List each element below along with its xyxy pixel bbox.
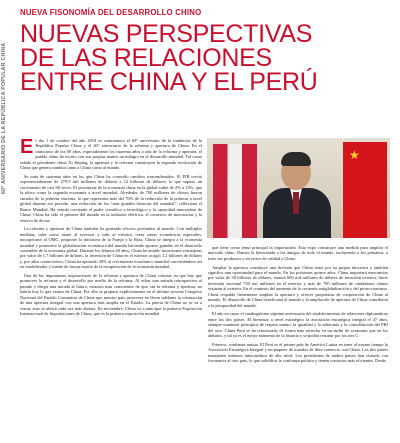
portrait-photo bbox=[207, 138, 390, 238]
headline-line-3: ENTRE CHINA Y EL PERÚ bbox=[20, 68, 318, 96]
article-paragraph: La reforma y apertura de China también ha generado efectos profundos al mundo. Con múltiples medidas, tales como atraer al inversor y salir al exterior, crear zonas económicas especiales, incorporarse al OMC, proponer la iniciativa de la Franja y la Ruta, China se integra a la economía mundial y promueve la globalización económica del mundo haciendo aportes grandes en el desarrollo sostenible de la economía global. Durante los últimos 40 años, China ha atraído inversiones extranjeras por valor de 1,7 billones de dólares, la inversión de China en el exterior acogió 1,2 billones de dólares y, por años consecutivos, China ha aportado 30% al crecimiento económico mundial convirtiéndose así en estabilizador y fuente de fuerza motriz de la recuperación de la economía mundial. bbox=[20, 226, 202, 270]
side-tab bbox=[0, 0, 10, 443]
article-paragraph: Una de las importantes inspiraciones de la reforma y apertura de China consiste en que hay que promover la reforma y el desarrollo por medio de la reforma. Al echar una mirada retrospectiva al pasado y dirigir una mirada al futuro, estamos más conscientes de que, sin la reforma y apertura, no habría hoy lo que vemos de China. Por ello se propuso explícitamente en el décimo noveno Congreso Nacional del Partido Comunista de China que nuestro país persevera en llevar adelante la orientación de una apertura integral con una apertura más amplia en el Estado. La puerta de China no se va a cerrar, sino se abrirá cada vez más abierta. En noviembre, China va a anticipar la primera Exposición Internacional de Importaciones de China, que es la primera exposición mundial bbox=[20, 272, 202, 317]
side-label: 60º ANIVERSARIO DE LA REPÚBLICA POPULAR CHINA bbox=[1, 42, 7, 194]
headline-line-1: NUEVAS PERSPECTIVAS bbox=[20, 20, 313, 48]
kicker: NUEVA FISONOMÍA DEL DESARROLLO CHINO bbox=[20, 8, 202, 17]
article-paragraph: que tiene como tema principal la importación. Esta expo constituye una medida para ampliar el mercado chino. Damos la bienvenida a los amigos de todo el mundo, incluyendo a los peruanos, a traer sus productos y servicios de calidad a China. bbox=[208, 245, 388, 261]
paragraph-text: l día 1 de octubre del año 2018 se conmemora el 69° aniversario de la fundación de la República Popular China y el 40° aniversario de la reforma y apertura de China. En el transcurso de los 69 años, especialmente los cuarenta años a raíz de la reforma y apertura, el pueblo chino ha escrito con sus propias manos un milagro en el desarrollo mundial. Tal como señala el presidente chino Xi Jinping, la apertura y la reforma constituyen la segunda revolución de China que genera cambios tanto a China como al mundo. bbox=[20, 138, 202, 171]
article-paragraph: Se trata de cuarenta años en los que China ha conocido cambios trascendentales. El PIB creció exponencialmente de 279,9 mil millones de dólares a 12 billones de dólares, lo que supuso un crecimiento de casi 68 veces. El porcentaje de la economía china en la global subió de 2% a 15%, que la ubica como la segunda economía a nivel mundial. Alrededor de 700 millones de chinos fueron sacados de la pobreza extrema, lo que representa más del 70% de la reducción de la pobreza a nivel global durante ese periodo, una reducción de las “más grandes historias del mundial”, reflexiona el Banco Mundial. Ha venido creciendo el poder científico y tecnológico y la capacidad innovadora de China. China ha sido el primero del mundo en la industria eléctrica, el comercio de mercancías y la reserva de divisa. bbox=[20, 173, 202, 223]
article-paragraph bbox=[20, 138, 202, 171]
china-flag-icon bbox=[343, 142, 387, 238]
article-column-right bbox=[208, 245, 388, 367]
article-paragraph: Primero, confianza mutua. El Perú es el primer país de América Latina en tener al mismo tiempo la Asociación Estratégica Integral y un paquete de tratados de libre comercio con China. Los dos países mantienen intensos intercambios de alto nivel. Los presidentes de ambos países han visitado con frecuencia al otro país, lo que solidifica la confianza política y tienen contactos más eficientes. Desde bbox=[208, 341, 388, 364]
article-paragraph: Ampliar la apertura constituye una decisión que China tomó por su propia iniciativa y también significa una oportunidad para el mundo. En los próximos quince años, China importará mercancías por valor de 30 billones de dólares, atraerá 600 mil millones de dólares de inversión exterior, hacer inversión nacional 750 mil millones en el exterior y más de 700 millones de ciudadanos chinos viajarán al exterior. En el contexto del aumento de la corriente antiglobalización y del proteccionismo, China respalda firmemente ampliar la apertura y ofrecer propuestas de cooperación de China al mundo. El desarrollo de China beneficiará al mundo y la ampliación de apertura de China contribuirá a la prosperidad del mundo. bbox=[208, 264, 388, 308]
article-column-left bbox=[20, 138, 202, 320]
headline bbox=[20, 22, 340, 94]
article-paragraph: El año en curso el cuadragésimo séptimo aniversario del establecimiento de relaciones diplomáticas entre los dos países. El bienestar a nivel estratégico la asociación estratégica integral el 47 años, siempre mantiene principios de respeto mutuo, la igualdad y la soberanía y la consolidación del PBI del otro. China Perú se ha relacionado de forma más estrecha en un sinfín de ocasiones que en los ámbitos, y tal ya es el mejor momento de la historia y se podría resumir por los tres C: bbox=[208, 311, 388, 339]
dropcap: E bbox=[20, 136, 34, 158]
headline-line-2: DE LAS RELACIONES bbox=[20, 44, 272, 72]
peru-flag-icon bbox=[213, 144, 257, 238]
